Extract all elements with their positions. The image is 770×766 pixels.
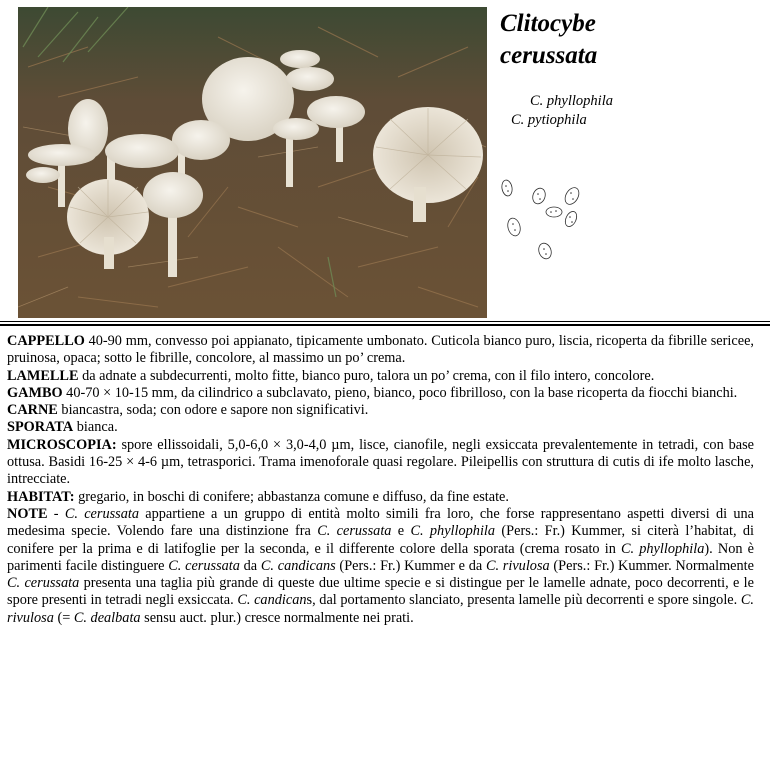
taxon-name: C. candicans [260, 557, 336, 574]
synonym-1: C. phyllophila [530, 93, 613, 109]
section-note [7, 506, 754, 627]
note-text: appartiene a un gruppo di entità molto simili fra loro, che forse rappresentano aspetti diversi di una medesima specie. Volendo fare una distinzione fra [7, 505, 754, 540]
section-head: GAMBO [7, 384, 63, 401]
taxon-name: C. cerussata [64, 505, 139, 522]
section-head: MICROSCOPIA: [7, 436, 117, 453]
taxon-name: C. rivulosa [7, 592, 755, 626]
section-body: 40-70 × 10-15 mm, da cilindrico a subclavato, pieno, bianco, poco fibrilloso, con la base ricoperta da fiocchi bianchi. [62, 384, 738, 401]
section-carne [7, 402, 754, 419]
section-head: HABITAT: [7, 488, 75, 505]
description [7, 333, 754, 627]
synonym-2: C. pytiophila [511, 112, 587, 128]
section-body: da adnate a subdecurrenti, molto fitte, bianco puro, talora un po’ crema, con il filo intero, concolore. [78, 367, 655, 384]
taxon-name: C. candican [237, 592, 307, 609]
section-head: NOTE [7, 505, 48, 522]
section-head: CAPPELLO [7, 333, 85, 349]
note-text: ). Non è parimenti facile distinguere [7, 540, 754, 574]
note-text: (Pers.: Fr.) Kummer. Normalmente [549, 557, 754, 574]
taxon-name: C. cerussata [7, 575, 80, 592]
title-species: cerussata [500, 42, 598, 69]
section-cappello [7, 333, 754, 368]
section-sporata [7, 419, 754, 436]
species-title [500, 8, 760, 72]
note-text: - [47, 505, 65, 522]
note-text: sensu auct. plur.) cresce normalmente nei prati. [140, 609, 414, 626]
divider-thin [0, 321, 770, 322]
section-gambo [7, 385, 754, 402]
note-text: presenta una taglia più grande di queste due ultime specie e si distingue per le lamelle adnate, poco decorrenti, e le spore presenti in tetradi negli exsiccata. [7, 575, 754, 609]
note-text: (= [53, 609, 74, 626]
divider-thick [0, 324, 770, 326]
note-text: (Pers.: Fr.) Kummer, si citerà l’habitat, di conifere per la prima e di latifoglie per la seconda, e il differente colore della sporata (crema rosato in [7, 523, 755, 557]
taxon-name: C. dealbata [73, 609, 141, 626]
section-head: LAMELLE [7, 367, 79, 384]
section-microscopia [7, 437, 754, 489]
photo-illustration [18, 7, 487, 318]
section-habitat [7, 489, 754, 506]
mushroom-photo [18, 7, 487, 318]
section-head: SPORATA [7, 419, 74, 436]
note-text: s, dal portamento slanciato, presenta lamelle più decorrenti e spore singole. [306, 592, 741, 609]
taxon-name: C. phyllophila [621, 540, 705, 557]
spores-icon [496, 175, 596, 265]
section-body: gregario, in boschi di conifere; abbastanza comune e diffuso, da fine estate. [74, 488, 509, 505]
taxon-name: C. rivulosa [485, 557, 550, 574]
section-body: 40-90 mm, convesso poi appianato, tipicamente umbonato. Cuticola bianco puro, liscia, ricoperta da fibrille sericee, pruinosa, opaca; sotto le fibrille, concolore, al massimo un po’ crema. [7, 333, 754, 367]
title-genus: Clitocybe [500, 10, 596, 37]
section-body: biancastra, soda; con odore e sapore non significativi. [57, 402, 369, 419]
section-head: CARNE [7, 402, 58, 419]
section-body: bianca. [73, 419, 118, 436]
taxon-name: C. cerussata [168, 557, 240, 574]
taxon-name: C. cerussata [317, 523, 392, 540]
section-lamelle [7, 368, 754, 385]
note-text: (Pers.: Fr.) Kummer e da [335, 557, 486, 574]
taxon-name: C. phyllophila [410, 523, 496, 540]
spore-drawing [496, 175, 596, 265]
note-text: e [391, 523, 411, 540]
note-text: da [239, 557, 261, 574]
section-body: spore ellissoidali, 5,0-6,0 × 3,0-4,0 µm, lisce, cianofile, negli exsiccata prevalentemente in tetradi, con base ottusa. Basidi 16-25 × 4-6 µm, tetrasporici. Trama imenoforale quasi regolare. Pileipellis con struttura di cutis di ife molto lasche, intrecciate. [7, 436, 754, 488]
